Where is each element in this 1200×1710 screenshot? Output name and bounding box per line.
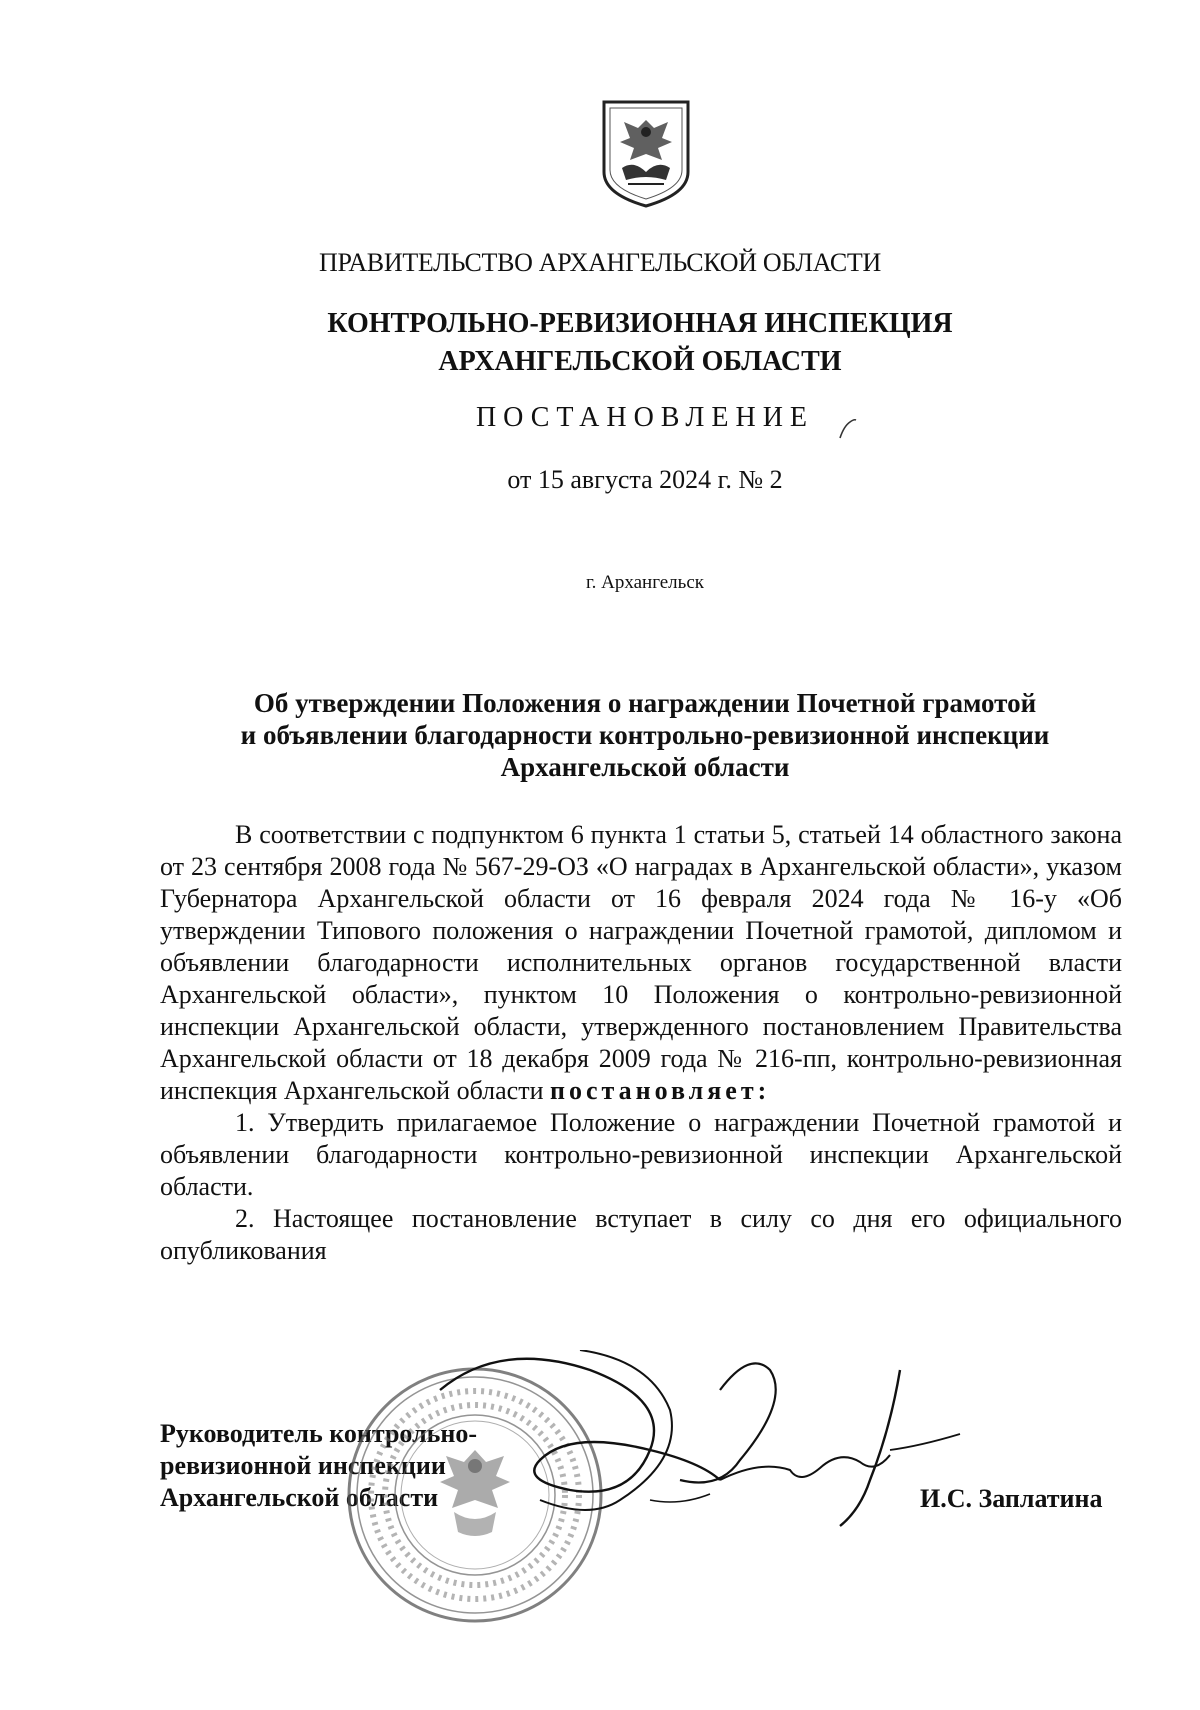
document-date-number: от 15 августа 2024 г. № 2 [507,465,783,494]
item-1-paragraph: 1. Утвердить прилагаемое Положение о награждении Почетной грамотой и объявлении благодарности контрольно-ревизионной инспекции Архангельской области. [160,1108,1122,1201]
title-line1: Об утверждении Положения о награждении Почетной грамотой [253,688,1037,718]
position-line1: Руководитель контрольно- [160,1419,478,1448]
decree-word: постановляет [550,1076,758,1105]
document-body [160,819,1122,1267]
agency-heading [0,305,1200,381]
preamble-paragraph [160,819,1122,1107]
document-title [0,687,1200,783]
agency-heading-line2: АРХАНГЕЛЬСКОЙ ОБЛАСТИ [438,346,842,377]
decree-colon: : [757,1076,771,1105]
handwritten-signature [420,1350,980,1550]
title-line2: и объявлении благодарности контрольно-ревизионной инспекции [240,720,1050,750]
document-type-heading: ПОСТАНОВЛЕНИЕ [475,402,815,433]
position-line2: ревизионной инспекции [160,1451,446,1480]
preamble-text: В соответствии с подпунктом 6 пункта 1 статьи 5, статьей 14 областного закона от 23 сентября 2008 года № 567-29-ОЗ «О наградах в Архангельской области», указом Губернатора Архангельской области от 16 февраля 2024 года № 16-у «Об утверждении Типового положения о награждении Почетной грамотой, дипломом и объявлении благодарности исполнительных органов государственной власти Архангельской области», пунктом 10 Положения о контрольно-ревизионной инспекции Архангельской области, утвержденного постановлением Правительства Архангельской области от 18 декабря 2009 года № 216-пп, контрольно-ревизионная инспекция Архангельской области [160,820,1122,1105]
handwritten-mark [838,416,858,440]
position-line3: Архангельской области [160,1483,439,1512]
document-city: г. Архангельск [585,572,704,593]
item-2-paragraph: 2. Настоящее постановление вступает в силу со дня его официального опубликования [160,1204,1122,1265]
agency-heading-line1: КОНТРОЛЬНО-РЕВИЗИОННАЯ ИНСПЕКЦИЯ [327,308,953,339]
coat-of-arms-emblem [600,98,692,210]
government-heading: ПРАВИТЕЛЬСТВО АРХАНГЕЛЬСКОЙ ОБЛАСТИ [319,248,881,277]
signer-name: И.С. Заплатина [920,1484,1103,1513]
title-line3: Архангельской области [500,752,790,782]
